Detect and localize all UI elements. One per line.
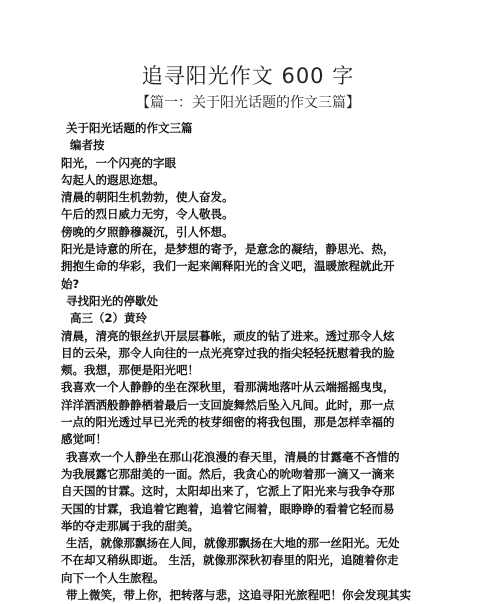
article-heading: 关于阳光话题的作文三篇 [66,121,193,135]
paragraph-line: 不在却又稍纵即逝。 生活，就像那深秋初春里的阳光，追随着你走 [61,553,399,568]
paragraph-line: 带上微笑，带上你，把转落与悲，这追寻阳光旅程吧！你会发现其实 [66,588,411,603]
paragraph-line: 拥抱生命的华彩，我们一起来阐释阳光的含义吧，温暖旅程就此开 [61,259,395,274]
paragraph-line: 阳光，一个闪亮的字眼 [61,155,176,170]
paragraph-line: 向下一个人生旅程。 [61,570,165,585]
paragraph-line: 始? [61,276,80,291]
paragraph-line: 我喜欢一个人静坐在那山花浪漫的春天里，清晨的甘露毫不吝惜的 [66,449,400,464]
paragraph-line: 阳光是诗意的所在，是梦想的寄予，是意念的凝结，静思光、热， [61,242,395,257]
editor-note-label: 编者按 [70,138,105,153]
article-body [61,120,433,604]
paragraph-line: 天国的甘霖，我追着它跑着，追着它闹着，眼睁睁的看着它轻而易 [61,501,395,516]
paragraph-line: 生活，就像那飘扬在人间，就像那飘扬在大地的那一丝阳光。无处 [66,536,400,551]
paragraph-line: 感觉呵！ [61,432,107,447]
paragraph-line: 清晨，清亮的银丝扒开层层暮帐，顽皮的钻了进来。透过那令人炫 [61,328,395,343]
paragraph-line: 自天国的甘霖。这时，太阳却出来了，它派上了阳光来与我争夺那 [61,484,395,499]
paragraph-line: 傍晚的夕照静穆凝沉，引人怀想。 [61,224,234,239]
paragraph-line: 颊。我想，那便是阳光吧！ [61,363,199,378]
document-subtitle: 【篇一：关于阳光话题的作文三篇】 [136,95,360,111]
document-title: 追寻阳光作文 600 字 [141,64,355,88]
paragraph-line: 举的夺走那属于我的甜美。 [61,518,199,533]
essay-title: 寻找阳光的停歇处 [66,293,158,308]
paragraph-line: 清晨的朝阳生机勃勃，使人奋发。 [61,190,234,205]
essay-author: 高三（2）黄玲 [70,311,148,326]
paragraph-line: 为我展露它那甜美的一面。然后，我贪心的吮吻着那一滴又一滴来 [61,466,395,481]
paragraph-line: 午后的烈日威力无穷，令人敬畏。 [61,207,234,222]
paragraph-line: 目的云朵，那令人向往的一点光亮穿过我的指尖轻轻抚慰着我的脸 [61,345,395,360]
paragraph-line: 洋洋洒洒般静静栖着最后一支回旋舞然后坠入凡间。此时，那一点 [61,397,395,412]
paragraph-line: 一点的阳光透过早已光秃的枝芽细密的将我包围，那是怎样幸福的 [61,415,395,430]
paragraph-line: 我喜欢一个人静静的坐在深秋里，看那满地落叶从云端摇摇曳曳， [61,380,395,395]
paragraph-line: 勾起人的遐思迩想。 [61,172,165,187]
